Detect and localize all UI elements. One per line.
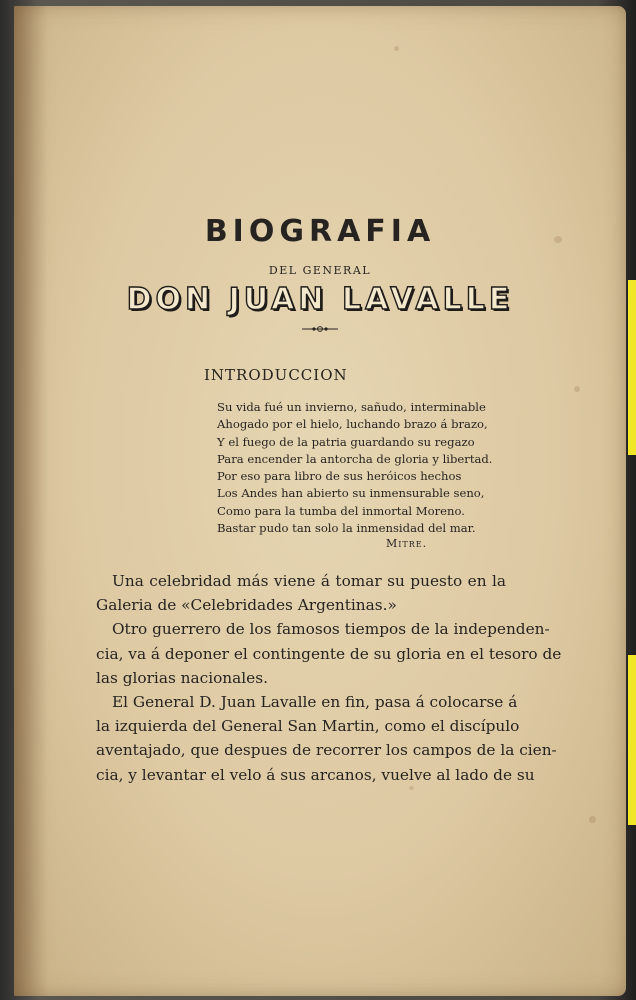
bookmark-tab xyxy=(628,655,636,825)
text-line: Otro guerrero de los famosos tiempos de la independen- xyxy=(112,620,550,639)
poem-line: Para encender la antorcha de gloria y libertad. xyxy=(217,451,493,466)
body-text xyxy=(96,569,562,787)
text-line: aventajado, que despues de recorrer los campos de la cien- xyxy=(96,741,557,760)
poem-line: Su vida fué un invierno, sañudo, interminable xyxy=(217,400,486,414)
page-title: BIOGRAFIA xyxy=(204,214,436,249)
poem-author: Mitre. xyxy=(386,537,428,550)
bookmark-tab xyxy=(628,280,636,455)
text-line: la izquierda del General San Martin, como el discípulo xyxy=(96,717,520,736)
poem-line: Como para la tumba del inmortal Moreno. xyxy=(217,503,465,518)
foxing-spot xyxy=(394,46,399,51)
text-line: cia, va á deponer el contingente de su gloria en el tesoro de xyxy=(96,644,562,663)
poem-line: Ahogado por el hielo, luchando brazo á brazo, xyxy=(217,417,488,432)
section-heading: INTRODUCCION xyxy=(204,366,348,384)
text-line: El General D. Juan Lavalle en fin, pasa á colocarse á xyxy=(112,693,518,712)
text-line: cia, y levantar el velo á sus arcanos, vuelve al lado de su xyxy=(96,765,535,784)
poem-line: Los Andes han abierto su inmensurable seno, xyxy=(217,486,485,501)
subject-name: DON JUAN LAVALLE xyxy=(126,282,514,317)
foxing-spot xyxy=(574,386,580,392)
foxing-spot xyxy=(589,816,596,823)
text-line: Galeria de «Celebridades Argentinas.» xyxy=(96,596,397,615)
ornament-icon xyxy=(300,324,340,334)
page-subtitle: DEL GENERAL xyxy=(268,264,372,277)
book-page xyxy=(14,6,626,996)
poem-line: Bastar pudo tan solo la inmensidad del mar. xyxy=(217,521,476,536)
text-line: las glorias nacionales. xyxy=(96,668,268,687)
epigraph-poem xyxy=(217,399,517,537)
poem-line: Y el fuego de la patria guardando su regazo xyxy=(217,434,475,449)
text-line: Una celebridad más viene á tomar su puesto en la xyxy=(112,572,506,590)
poem-line: Por eso para libro de sus heróicos hechos xyxy=(217,469,462,484)
